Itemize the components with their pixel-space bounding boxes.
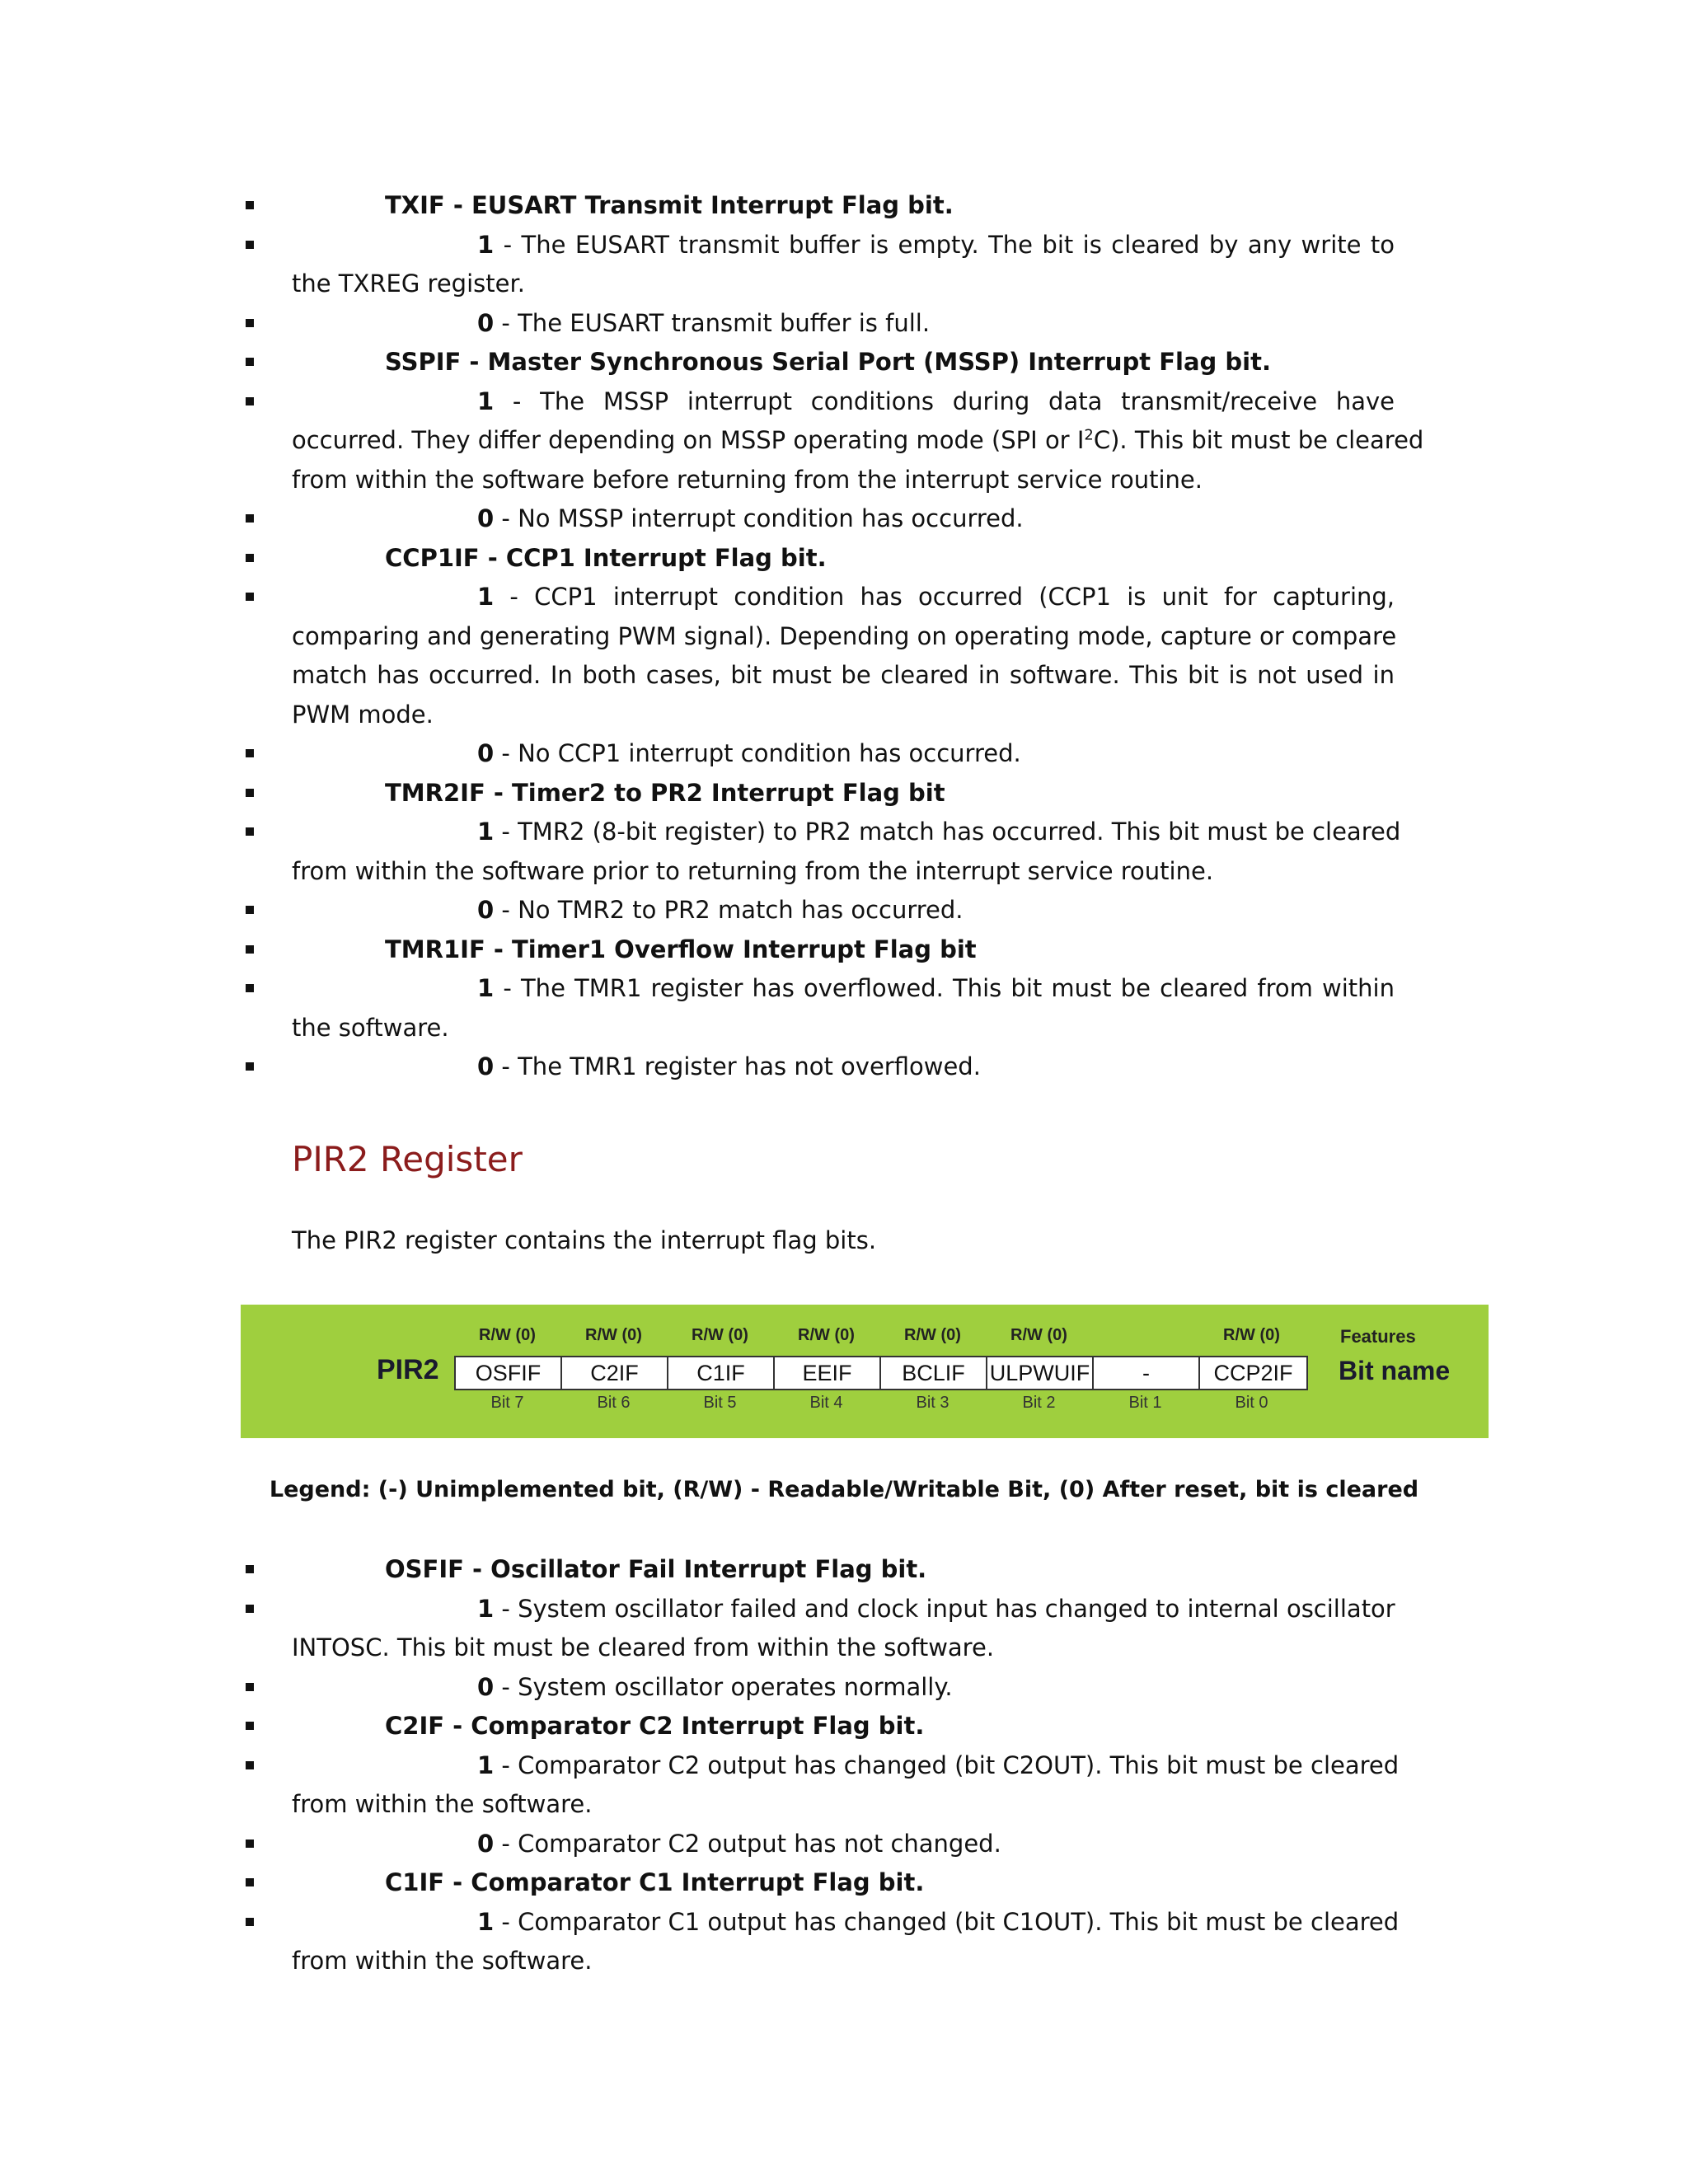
bit-value-continuation: occurred. They differ depending on MSSP operating mode (SPI or $I^2C$). This bit must be cleared <box>292 426 1424 454</box>
bit-heading-text: CCP1IF - CCP1 Interrupt Flag bit. <box>385 543 827 572</box>
bit-value-label: 1 <box>477 583 495 611</box>
bit-value-continuation: from within the software before returning from the interrupt service routine. <box>292 465 1203 494</box>
bit-value-description: The MSSP interrupt conditions during data transmit/receive have <box>540 387 1395 415</box>
bit-value-label: 0 <box>477 308 495 337</box>
bit-number: Bit 4 <box>809 1394 843 1412</box>
bit-value-label: 1 <box>477 1594 495 1623</box>
bullet-icon <box>246 789 254 797</box>
bit-cells <box>454 1356 1308 1390</box>
bit-heading-text: TXIF - EUSART Transmit Interrupt Flag bit. <box>385 191 954 219</box>
bit-value-description: No MSSP interrupt condition has occurred. <box>518 504 1024 532</box>
bit-cell: - <box>1094 1357 1200 1389</box>
bullet-icon <box>246 241 254 249</box>
bit-value-text <box>477 578 1395 617</box>
bit-value-description: The EUSART transmit buffer is full. <box>518 308 931 337</box>
bit-value-text <box>477 813 1401 852</box>
bullet-icon <box>246 1722 254 1730</box>
bit-value-label: 0 <box>477 739 495 767</box>
bullet-icon <box>246 1840 254 1848</box>
bit-number: Bit 7 <box>490 1394 524 1412</box>
bullet-icon <box>246 1605 254 1613</box>
bit-value-label: 1 <box>477 974 495 1002</box>
register-diagram <box>241 1305 1489 1438</box>
bullet-icon <box>246 358 254 366</box>
bit-value-text <box>477 1903 1400 1943</box>
bit-value-continuation: match has occurred. In both cases, bit must be cleared in software. This bit is not used in <box>292 661 1395 689</box>
bit-value-continuation: the TXREG register. <box>292 269 525 298</box>
bit-value-text <box>477 382 1395 422</box>
bit-value-label: 0 <box>477 504 495 532</box>
bit-cell: OSFIF <box>456 1357 562 1389</box>
bit-value-description: No TMR2 to PR2 match has occurred. <box>518 896 964 924</box>
bit-value-text <box>477 734 1395 774</box>
bit-number: Bit 1 <box>1128 1394 1162 1412</box>
bit-value-text <box>477 1746 1400 1786</box>
bit-value-continuation: INTOSC. This bit must be cleared from within the software. <box>292 1633 995 1661</box>
bullet-icon <box>246 201 254 209</box>
bullet-icon <box>246 1878 254 1886</box>
bit-heading-text: TMR2IF - Timer2 to PR2 Interrupt Flag bit <box>385 778 945 807</box>
bit-value-separator: - <box>494 974 521 1002</box>
bit-value-separator: - <box>494 1750 518 1779</box>
superscript: 2 <box>1084 426 1094 444</box>
register-name: PIR2 <box>377 1354 439 1385</box>
features-label: Features <box>1340 1326 1416 1347</box>
bit-cell: ULPWUIF <box>987 1357 1094 1389</box>
bit-value-text <box>477 1825 1395 1864</box>
access-label: R/W (0) <box>692 1326 748 1344</box>
access-label: R/W (0) <box>1223 1326 1280 1344</box>
bit-value-label: 0 <box>477 896 495 924</box>
bullet-icon <box>246 749 254 757</box>
bit-value-description: System oscillator operates normally. <box>518 1672 953 1701</box>
bit-value-separator: - <box>494 387 541 415</box>
access-label <box>1092 1326 1198 1345</box>
bit-value-description: TMR2 (8-bit register) to PR2 match has occurred. This bit must be cleared <box>518 818 1401 846</box>
section-intro: The PIR2 register contains the interrupt flag bits. <box>292 1226 877 1254</box>
bit-value-text <box>477 1668 1395 1708</box>
bit-value-separator: - <box>494 1594 518 1623</box>
bit-value-label: 0 <box>477 1672 495 1701</box>
bit-number: Bit 3 <box>916 1394 950 1412</box>
bit-heading-text: SSPIF - Master Synchronous Serial Port (MSSP) Interrupt Flag bit. <box>385 348 1271 376</box>
access-label: R/W (0) <box>479 1326 536 1344</box>
access-label: R/W (0) <box>904 1326 961 1344</box>
bit-value-description: Comparator C1 output has changed (bit C1OUT). This bit must be cleared <box>518 1907 1400 1936</box>
bit-value-continuation: comparing and generating PWM signal). Depending on operating mode, capture or compare <box>292 621 1397 650</box>
bullet-icon <box>246 945 254 954</box>
bit-value-description: No CCP1 interrupt condition has occurred. <box>518 739 1021 767</box>
bit-value-text <box>477 304 1395 344</box>
bullet-icon <box>246 1565 254 1573</box>
access-label: R/W (0) <box>1010 1326 1067 1344</box>
register-legend: Legend: (-) Unimplemented bit, (R/W) - Readable/Writable Bit, (0) After reset, bit is cleared <box>269 1477 1419 1502</box>
bit-cell: CCP2IF <box>1213 1360 1293 1385</box>
bullet-icon <box>246 319 254 327</box>
bit-value-text <box>477 969 1395 1009</box>
bit-number: Bit 0 <box>1235 1394 1268 1412</box>
bit-value-description: The TMR1 register has not overflowed. <box>518 1052 981 1080</box>
bullet-icon <box>246 397 254 405</box>
bit-value-separator: - <box>494 818 518 846</box>
bit-value-separator: - <box>494 1907 518 1936</box>
bit-value-label: 0 <box>477 1829 495 1858</box>
bit-heading-text: C1IF - Comparator C1 Interrupt Flag bit. <box>385 1868 925 1896</box>
bit-value-separator: - <box>494 1829 518 1858</box>
bit-value-label: 1 <box>477 1750 495 1779</box>
bullet-icon <box>246 1062 254 1071</box>
bit-value-text <box>477 891 1395 930</box>
bit-value-description: Comparator C2 output has not changed. <box>518 1829 1001 1858</box>
bit-number: Bit 2 <box>1022 1394 1056 1412</box>
bit-number: Bit 6 <box>597 1394 631 1412</box>
bit-value-separator: - <box>494 1672 518 1701</box>
bit-cell: C1IF <box>668 1357 775 1389</box>
bit-value-text <box>477 226 1395 265</box>
bullet-icon <box>246 906 254 914</box>
bit-heading-text: TMR1IF - Timer1 Overflow Interrupt Flag bit <box>385 935 977 963</box>
bit-value-text <box>477 499 1395 539</box>
bit-value-description: System oscillator failed and clock input has changed to internal oscillator <box>518 1594 1395 1623</box>
bit-value-continuation: from within the software prior to returning from the interrupt service routine. <box>292 856 1214 885</box>
bit-heading-text: C2IF - Comparator C2 Interrupt Flag bit. <box>385 1712 925 1740</box>
bullet-icon <box>246 984 254 992</box>
bullet-icon <box>246 593 254 601</box>
bit-name-label: Bit name <box>1339 1356 1451 1385</box>
access-label: R/W (0) <box>585 1326 642 1344</box>
bit-value-description: The TMR1 register has overflowed. This bit must be cleared from within <box>520 974 1395 1002</box>
bit-value-separator: - <box>494 739 518 767</box>
bullet-icon <box>246 1918 254 1926</box>
bit-number: Bit 5 <box>703 1394 737 1412</box>
bit-number-row <box>454 1394 1305 1413</box>
bit-value-continuation: from within the software. <box>292 1790 593 1818</box>
bit-heading-text: OSFIF - Oscillator Fail Interrupt Flag bit. <box>385 1555 927 1583</box>
bit-value-label: 1 <box>477 387 495 415</box>
bit-value-separator: - <box>494 1052 518 1080</box>
bit-value-separator: - <box>494 230 522 259</box>
bit-value-text <box>477 1590 1395 1629</box>
access-label: R/W (0) <box>798 1326 855 1344</box>
bit-value-continuation: the software. <box>292 1013 449 1042</box>
bullet-icon <box>246 1683 254 1691</box>
bit-value-separator: - <box>494 896 518 924</box>
bit-value-label: 1 <box>477 230 495 259</box>
bit-value-separator: - <box>494 504 518 532</box>
bullet-icon <box>246 827 254 836</box>
bit-value-text <box>477 1047 1395 1087</box>
bit-value-continuation: from within the software. <box>292 1947 593 1975</box>
bit-value-separator: - <box>494 583 535 611</box>
bit-value-label: 0 <box>477 1052 495 1080</box>
access-row <box>454 1326 1305 1345</box>
bullet-icon <box>246 1761 254 1769</box>
bit-value-label: 1 <box>477 1907 495 1936</box>
bit-value-description: CCP1 interrupt condition has occurred (CCP1 is unit for capturing, <box>534 583 1395 611</box>
bit-value-description: Comparator C2 output has changed (bit C2OUT). This bit must be cleared <box>518 1750 1400 1779</box>
bullet-icon <box>246 514 254 523</box>
bit-value-separator: - <box>494 308 518 337</box>
bit-cell: EEIF <box>775 1357 881 1389</box>
bit-cell: C2IF <box>562 1357 668 1389</box>
section-title: PIR2 Register <box>292 1139 523 1179</box>
bit-value-description: The EUSART transmit buffer is empty. The bit is cleared by any write to <box>521 230 1395 259</box>
bit-value-continuation: PWM mode. <box>292 700 434 729</box>
bit-value-label: 1 <box>477 818 495 846</box>
bullet-icon <box>246 554 254 562</box>
bit-cell: BCLIF <box>881 1357 987 1389</box>
